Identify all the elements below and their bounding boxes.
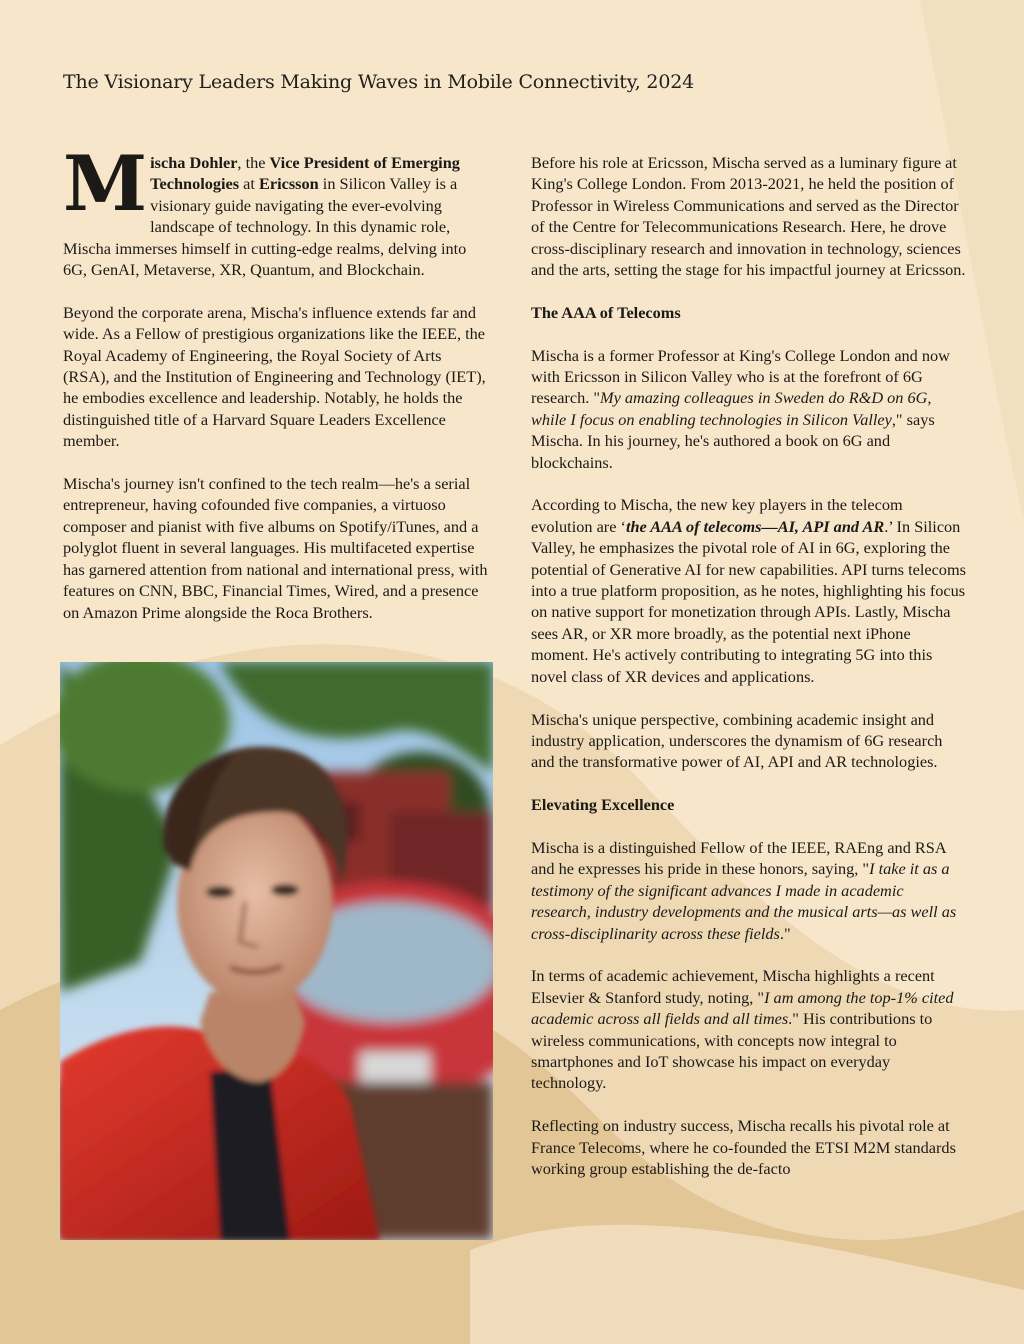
quote-text: My amazing colleagues in Sweden do R&D on 6G, while I focus on enabling technologies in Silicon Valley xyxy=(531,388,932,429)
intro-paragraph xyxy=(63,139,490,280)
paragraph-fellow-honors xyxy=(531,837,967,944)
text-run: in Silicon Valley is a visionary guide navigating the ever-evolving landscape of technology. In this dynamic role, Mischa immerses himself in cutting-edge realms, delving into 6G, GenAI, Metaverse, XR, Quantum, and Blockchain. xyxy=(63,174,467,280)
person-role: Vice President of Emerging Technologies xyxy=(150,153,460,194)
paragraph-industry-success: Reflecting on industry success, Mischa recalls his pivotal role at France Telecoms, where he co-founded the ETSI M2M standards working group establishing the de-facto xyxy=(531,1116,956,1178)
person-name: ischa Dohler xyxy=(150,153,238,172)
quote-text: I am among the top-1% cited academic across all fields and all times xyxy=(531,987,954,1029)
subheading-aaa-of-telecoms: The AAA of Telecoms xyxy=(531,302,681,322)
text-run: , the xyxy=(237,153,270,172)
text-run: Mischa is a former Professor at King's College London and now with Ericsson in Silicon Valley who is at the forefront of 6G research. " xyxy=(531,345,950,408)
emphasis-text: the AAA of telecoms—AI, API and AR xyxy=(625,516,885,536)
right-column xyxy=(531,152,967,1201)
paragraph-6g-research xyxy=(531,345,967,473)
text-run: ." xyxy=(779,923,791,943)
portrait-photo xyxy=(60,662,493,1240)
paragraph-academic-achievement xyxy=(531,965,967,1093)
paragraph-perspective: Mischa's unique perspective, combining academic insight and industry application, underscores the dynamism of 6G research and the transformative power of AI, API and AR technologies. xyxy=(531,709,943,772)
text-run: In terms of academic achievement, Mischa highlights a recent Elsevier & Stanford study, noting, " xyxy=(531,966,935,1007)
text-run: According to Mischa, the new key players in the telecom evolution are ‘ xyxy=(531,495,903,536)
quote-text: I take it as a testimony of the significant advances I made in academic research, industry developments and the musical arts—as well as cross-disciplinarity across these fields xyxy=(531,859,957,943)
text-run: ." His contributions to wireless communications, with concepts now integral to smartphones and IoT showcase his impact on everyday technology. xyxy=(531,1009,933,1093)
left-column xyxy=(63,139,490,644)
paragraph-fellowships: Beyond the corporate arena, Mischa's influence extends far and wide. As a Fellow of prestigious organizations like the IEEE, the Royal Academy of Engineering, the Royal Society of Arts (RSA), and the Institution of Engineering and Technology (IET), he embodies excellence and leadership. Notably, he holds the distinguished title of a Harvard Square Leaders Excellence member. xyxy=(63,302,486,451)
paragraph-journey: Mischa's journey isn't confined to the tech realm—he's a serial entrepreneur, having cofounded five companies, a virtuoso composer and pianist with five albums on Spotify/iTunes, and a polyglot fluent in several languages. His multifaceted expertise has garnered attention from national and international press, with features on CNN, BBC, Financial Times, Wired, and a presence on Amazon Prime alongside the Roca Brothers. xyxy=(63,474,488,622)
text-run: Mischa is a distinguished Fellow of the IEEE, RAEng and RSA and he expresses his pride in these honors, saying, " xyxy=(531,837,946,879)
paragraph-aaa xyxy=(531,494,967,687)
text-run: ," says Mischa. In his journey, he's authored a book on 6G and blockchains. xyxy=(531,409,935,472)
subheading-elevating-excellence: Elevating Excellence xyxy=(531,795,675,815)
text-run: .’ In Silicon Valley, he emphasizes the pivotal role of AI in 6G, exploring the potential of Generative AI for new capabilities. API turns telecoms into a true platform proposition, as he notes, highlighting his focus on native support for monetization through APIs. Lastly, Mischa sees AR, or XR more broadly, as the potential next iPhone moment. He's actively contributing to integrating 5G into this novel class of XR devices and applications. xyxy=(531,516,966,686)
article-title: The Visionary Leaders Making Waves in Mobile Connectivity, 2024 xyxy=(63,71,694,93)
paragraph-kings-college: Before his role at Ericsson, Mischa served as a luminary figure at King's College London. From 2013-2021, he held the position of Professor in Wireless Communications and served as the Director of the Centre for Telecommunications Research. Here, he drove cross-disciplinary research and innovation in technology, sciences and the arts, setting the stage for his impactful journey at Ericsson. xyxy=(531,153,966,280)
company-name: Ericsson xyxy=(259,174,319,194)
drop-cap: M xyxy=(63,139,148,228)
text-run: at xyxy=(239,174,259,194)
